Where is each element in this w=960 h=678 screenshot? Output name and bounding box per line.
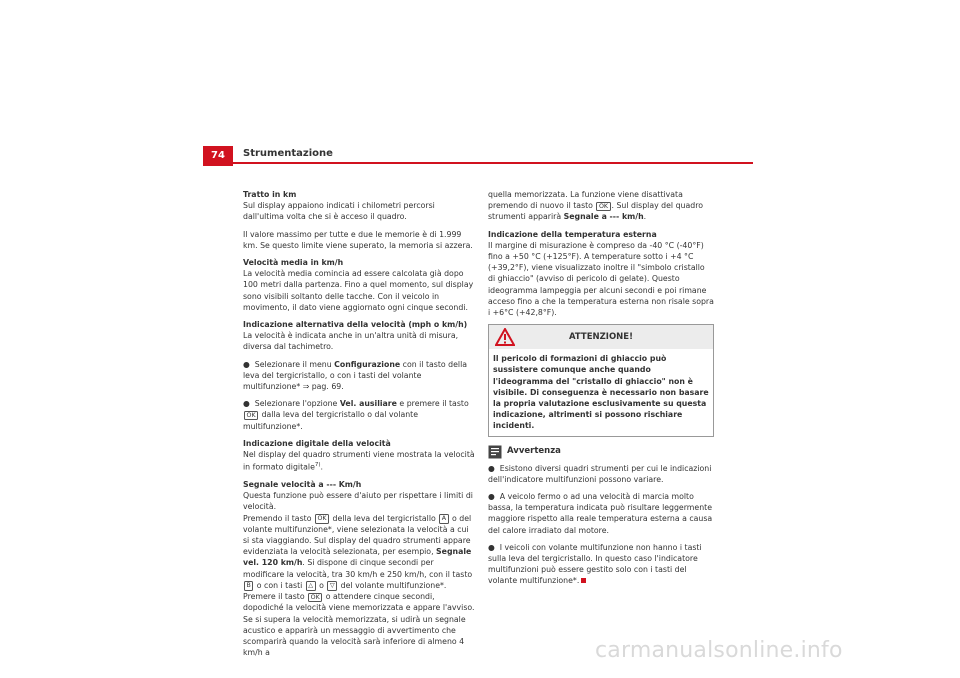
text: Questa funzione può essere d'aiuto per rispettare i limiti di velocità. xyxy=(243,491,473,512)
warning-text: Il pericolo di formazioni di ghiaccio può sussistere comunque anche quando l'ideogramma del "cristallo di ghiaccio" non è visibile. Di conseguenza è necessario non basare la propria valutazione esclusivamente su questa indicazione, altrimenti si possono rischiare incidenti. xyxy=(493,354,709,431)
trip-text-2: Il valore massimo per tutte e due le memorie è di 1.999 km. Se questo limite viene superato, la memoria si azzera. xyxy=(243,229,473,250)
text: quella memorizzata. La funzione viene disattivata premendo di nuovo il tasto xyxy=(488,190,683,211)
ok-key-icon: OK xyxy=(308,593,322,603)
text: della leva del tergicristallo xyxy=(330,513,439,523)
watermark: carmanualsonline.info xyxy=(595,638,843,663)
ok-key-icon: OK xyxy=(244,411,258,421)
text: . xyxy=(643,212,647,222)
bullet-icon: ● xyxy=(488,463,495,473)
bullet-icon: ● xyxy=(243,359,250,369)
digital-text: Nel display del quadro strumenti viene mostrata la velocità in formato digitale xyxy=(243,450,475,472)
bullet-icon: ● xyxy=(243,399,250,409)
bullet-text: con il tasto della leva del tergicristallo, o con i tasti del volante multifunzione* ⇒ pag. 69. xyxy=(243,359,468,392)
bullet-icon: ● xyxy=(488,492,495,502)
end-of-section-icon xyxy=(581,578,586,583)
right-column xyxy=(488,189,714,593)
ok-key-icon: OK xyxy=(315,514,329,524)
menu-name: Configurazione xyxy=(334,359,401,369)
temperature-text: Il margine di misurazione è compreso da -40 °C (-40°F) fino a +50 °C (+125°F). A temperature sotto i +4 °C (+39,2°F), viene visualizzato inoltre il "simbolo cristallo di ghiaccio" (avviso di pericolo di gelate). Questo ideogramma lampeggia per alcuni secondi e poi rimane acceso fino a che la temperatura esterna non risale sopra i +6°C (+42,8°F). xyxy=(488,240,714,318)
avg-speed-heading: Velocità media in km/h xyxy=(243,258,344,268)
note-item xyxy=(488,542,714,587)
bullet-text: Selezionare il menu xyxy=(254,359,335,369)
note-item xyxy=(488,463,714,485)
bullet-text: dalla leva del tergicristallo o dal volante multifunzione*. xyxy=(243,410,419,431)
text: Premendo il tasto xyxy=(243,513,314,523)
text: . Sul display del quadro strumenti apparirà xyxy=(488,201,703,222)
alt-speed-heading: Indicazione alternativa della velocità (mph o km/h) xyxy=(243,320,468,330)
down-key-icon: ▽ xyxy=(327,581,337,591)
alt-speed-text: La velocità è indicata anche in un'altra unità di misura, diversa dal tachimetro. xyxy=(243,331,459,352)
bullet-text: Selezionare l'opzione xyxy=(254,399,340,409)
temperature-heading: Indicazione della temperatura esterna xyxy=(488,229,657,239)
text: . Si dispone di cinque secondi per modificare la velocità, tra 30 km/h e 250 km/h, con il tasto xyxy=(243,558,473,579)
display-message: Segnale a --- km/h xyxy=(563,212,644,222)
note-text: I veicoli con volante multifunzione non hanno i tasti sulla leva del tergicristallo. In questo caso l'indicatore multifunzioni può essere gestito solo con i tasti del volante multifunzione*. xyxy=(488,542,702,586)
note-text: Esistono diversi quadri strumenti per cui le indicazioni dell'indicatore multifunzioni possono variare. xyxy=(488,463,712,484)
speed-warning-heading: Segnale velocità a --- Km/h xyxy=(243,480,362,490)
note-title: Avvertenza xyxy=(507,446,561,457)
up-key-icon: △ xyxy=(306,581,316,591)
warning-box xyxy=(488,324,714,436)
bullet-item xyxy=(243,359,475,393)
ok-key-icon: OK xyxy=(596,202,610,212)
bullet-icon: ● xyxy=(488,542,495,552)
text: o xyxy=(316,580,327,590)
warning-triangle-icon xyxy=(495,328,515,346)
left-column xyxy=(243,189,475,664)
digital-speed-text xyxy=(243,449,475,473)
note-item xyxy=(488,491,714,536)
section-title: Strumentazione xyxy=(243,148,333,159)
header-divider xyxy=(233,162,753,164)
speed-warning-text xyxy=(243,490,475,658)
display-message: Segnale vel. 120 km/h xyxy=(243,547,472,568)
a-key-icon: A xyxy=(439,514,448,524)
text: del volante multifunzione*. Premere il tasto xyxy=(243,580,447,602)
b-key-icon: B xyxy=(244,581,253,591)
bullet-item xyxy=(243,398,475,432)
page-number: 74 xyxy=(203,146,233,166)
continued-text xyxy=(488,189,714,223)
note-icon xyxy=(488,445,502,459)
trip-text-1: Sul display appaiono indicati i chilometri percorsi dall'ultima volta che si è acceso il quadro. xyxy=(243,201,435,222)
avg-speed-text: La velocità media comincia ad essere calcolata già dopo 100 metri dalla partenza. Fino a quel momento, sul display sono visibili soltanto delle tacche. Con il veicolo in movimento, il dato viene aggiornato ogni cinque secondi. xyxy=(243,269,474,312)
option-name: Vel. ausiliare xyxy=(339,399,397,409)
warning-title: ATTENZIONE! xyxy=(569,331,633,342)
trip-heading: Tratto in km xyxy=(243,190,297,199)
text: o del volante multifunzione*, viene selezionata la velocità a cui si sta viaggiando. Sul display del quadro strumenti appare evidenziata la velocità selezionata, per esempio, xyxy=(243,513,472,557)
note-header xyxy=(488,445,714,459)
note-text: A veicolo fermo o ad una velocità di marcia molto bassa, la temperatura indicata può risultare leggermente maggiore rispetto alla reale temperatura esterna a causa del calore irradiato dal motore. xyxy=(488,492,713,535)
warning-header xyxy=(489,325,713,349)
text: o attendere cinque secondi, dopodiché la velocità viene memorizzata e appare l'avviso. Se si supera la velocità memorizzata, si udirà un segnale acustico e apparirà un messaggio di avvertimento che scomparirà quando la velocità sarà inferiore di almeno 4 km/h a xyxy=(243,592,475,658)
bullet-text: e premere il tasto xyxy=(396,399,469,409)
digital-text: . xyxy=(320,462,324,472)
text: o con i tasti xyxy=(254,580,305,590)
digital-speed-heading: Indicazione digitale della velocità xyxy=(243,438,391,448)
footnote-ref: 7) xyxy=(314,462,321,469)
